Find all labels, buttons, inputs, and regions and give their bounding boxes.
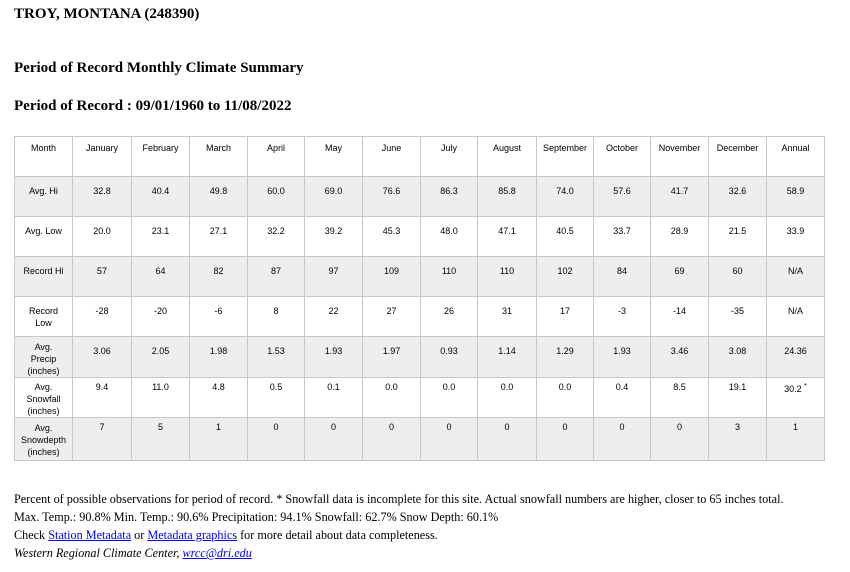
data-cell	[594, 297, 651, 337]
cell-value: N/A	[787, 306, 803, 316]
data-cell	[709, 177, 767, 217]
data-cell	[132, 418, 190, 461]
cell-value: 27	[386, 306, 397, 316]
table-row	[15, 257, 825, 297]
data-cell	[651, 378, 709, 418]
header-cell: April	[248, 137, 305, 177]
data-cell	[594, 177, 651, 217]
cell-value: 39.2	[324, 226, 343, 236]
cell-value: 69	[674, 266, 685, 276]
data-cell	[537, 378, 594, 418]
table-row	[15, 297, 825, 337]
footer-line-2: Max. Temp.: 90.8% Min. Temp.: 90.6% Precipitation: 94.1% Snowfall: 62.7% Snow Depth: 60.1%	[14, 510, 499, 524]
header-cell: March	[190, 137, 248, 177]
cell-value: -14	[672, 306, 686, 316]
cell-value: 0	[330, 422, 336, 432]
data-cell	[132, 297, 190, 337]
data-cell	[363, 257, 421, 297]
cell-value: 110	[499, 266, 515, 276]
data-cell	[73, 378, 132, 418]
footer-notes	[14, 490, 784, 562]
center-name: Western Regional Climate Center,	[14, 546, 183, 560]
header-cell: February	[132, 137, 190, 177]
cell-value: 22	[328, 306, 339, 316]
cell-value: 49.8	[209, 186, 228, 196]
data-cell	[190, 177, 248, 217]
cell-value: 0	[446, 422, 452, 432]
cell-value: 20.0	[93, 226, 111, 236]
cell-value: 1.93	[324, 346, 343, 356]
snowfall-note-marker: *	[804, 383, 807, 390]
header-cell: November	[651, 137, 709, 177]
data-cell	[73, 297, 132, 337]
data-cell	[305, 378, 363, 418]
data-cell	[651, 217, 709, 257]
cell-value: 69.0	[324, 186, 343, 196]
cell-value: 0	[273, 422, 279, 432]
row-label: Avg. Hi	[15, 177, 73, 217]
data-cell	[478, 217, 537, 257]
data-cell	[537, 257, 594, 297]
period-of-record: Period of Record : 09/01/1960 to 11/08/2022	[14, 98, 292, 114]
data-cell	[132, 337, 190, 378]
data-cell	[421, 378, 478, 418]
table-row	[15, 217, 825, 257]
data-cell	[709, 418, 767, 461]
cell-value: 32.6	[728, 186, 747, 196]
data-cell	[478, 418, 537, 461]
cell-value: 3.46	[670, 346, 689, 356]
cell-value: 87	[270, 266, 281, 276]
data-cell	[421, 337, 478, 378]
cell-value: 3.08	[728, 346, 747, 356]
cell-value: 45.3	[382, 226, 401, 236]
data-cell	[421, 418, 478, 461]
data-cell	[73, 337, 132, 378]
data-cell	[767, 378, 825, 418]
data-cell	[305, 297, 363, 337]
cell-value: 0.0	[442, 382, 456, 392]
data-cell	[132, 257, 190, 297]
data-cell	[421, 297, 478, 337]
data-cell	[248, 378, 305, 418]
cell-value: 7	[99, 422, 105, 432]
cell-value: 40.5	[556, 226, 574, 236]
cell-value: N/A	[787, 266, 803, 276]
row-label: Record Low	[15, 297, 73, 337]
data-cell	[767, 177, 825, 217]
data-cell	[248, 177, 305, 217]
footer-line-4	[14, 544, 784, 562]
cell-value: 32.2	[267, 226, 285, 236]
data-cell	[363, 337, 421, 378]
data-cell	[767, 337, 825, 378]
data-cell	[73, 257, 132, 297]
table-row	[15, 337, 825, 378]
cell-value: 8	[273, 306, 279, 316]
data-cell	[421, 177, 478, 217]
data-cell	[248, 217, 305, 257]
data-cell	[305, 217, 363, 257]
data-cell	[305, 257, 363, 297]
cell-value: 60.0	[267, 186, 285, 196]
cell-value: 0	[676, 422, 682, 432]
data-cell	[651, 297, 709, 337]
station-title: TROY, MONTANA (248390)	[14, 6, 200, 22]
header-cell: September	[537, 137, 594, 177]
climate-summary-table	[14, 136, 825, 461]
footer-line-1: Percent of possible observations for period of record. * Snowfall data is incomplete for this site. Actual snowfall numbers are higher, closer to 65 inches total.	[14, 492, 784, 506]
cell-value: 3.06	[93, 346, 111, 356]
table-row	[15, 177, 825, 217]
cell-value: 24.36	[784, 346, 807, 356]
row-label: Avg. Precip (inches)	[15, 337, 73, 378]
data-cell	[651, 257, 709, 297]
cell-value: 60	[732, 266, 743, 276]
cell-value: 0	[504, 422, 510, 432]
cell-value: 109	[383, 266, 400, 276]
cell-value: 40.4	[151, 186, 170, 196]
cell-value: 0.0	[558, 382, 572, 392]
data-cell	[248, 297, 305, 337]
cell-value: 84	[616, 266, 627, 276]
data-cell	[190, 257, 248, 297]
data-cell	[190, 418, 248, 461]
cell-value: 1.93	[613, 346, 631, 356]
cell-value: -6	[214, 306, 223, 316]
cell-value: 1.29	[556, 346, 574, 356]
cell-value: -28	[95, 306, 109, 316]
data-cell	[248, 257, 305, 297]
cell-value: 97	[328, 266, 339, 276]
data-cell	[709, 217, 767, 257]
data-cell	[363, 177, 421, 217]
header-cell: August	[478, 137, 537, 177]
cell-value: 1	[215, 422, 221, 432]
data-cell	[594, 418, 651, 461]
row-label: Avg. Snowfall (inches)	[15, 378, 73, 418]
cell-value: 48.0	[440, 226, 458, 236]
data-cell	[594, 257, 651, 297]
data-cell	[73, 217, 132, 257]
cell-value: 1	[792, 422, 798, 432]
cell-value: 30.2	[784, 384, 802, 394]
cell-value: 74.0	[556, 186, 574, 196]
data-cell	[478, 337, 537, 378]
data-cell	[478, 177, 537, 217]
cell-value: 82	[213, 266, 224, 276]
data-cell	[709, 337, 767, 378]
cell-value: 57.6	[613, 186, 631, 196]
footer-line-3	[14, 526, 784, 544]
header-cell: May	[305, 137, 363, 177]
cell-value: 32.8	[93, 186, 111, 196]
cell-value: 64	[155, 266, 166, 276]
header-cell: January	[73, 137, 132, 177]
cell-value: 58.9	[786, 186, 805, 196]
cell-value: 2.05	[151, 346, 170, 356]
data-cell	[767, 418, 825, 461]
table-header-row	[15, 137, 825, 177]
cell-value: 0.0	[385, 382, 398, 392]
cell-value: 85.8	[498, 186, 516, 196]
data-cell	[767, 217, 825, 257]
header-cell: December	[709, 137, 767, 177]
data-cell	[248, 418, 305, 461]
data-cell	[190, 337, 248, 378]
row-label: Avg. Low	[15, 217, 73, 257]
table-row	[15, 378, 825, 418]
cell-value: 0.4	[615, 382, 629, 392]
data-cell	[132, 177, 190, 217]
data-cell	[363, 297, 421, 337]
data-cell	[594, 378, 651, 418]
cell-value: 33.9	[786, 226, 805, 236]
cell-value: 4.8	[212, 382, 225, 392]
header-cell: October	[594, 137, 651, 177]
cell-value: 23.1	[151, 226, 170, 236]
cell-value: 3	[734, 422, 740, 432]
cell-value: 21.5	[728, 226, 747, 236]
data-cell	[537, 217, 594, 257]
data-cell	[594, 337, 651, 378]
cell-value: 1.53	[267, 346, 285, 356]
metadata-graphics-link[interactable]: Metadata graphics	[147, 528, 238, 542]
cell-value: 76.6	[382, 186, 401, 196]
data-cell	[537, 177, 594, 217]
table-row	[15, 418, 825, 461]
cell-value: 86.3	[440, 186, 458, 196]
header-cell: June	[363, 137, 421, 177]
cell-value: 0	[562, 422, 568, 432]
data-cell	[73, 418, 132, 461]
data-cell	[190, 217, 248, 257]
data-cell	[767, 257, 825, 297]
cell-value: -35	[730, 306, 744, 316]
data-cell	[651, 177, 709, 217]
cell-value: 1.14	[498, 346, 516, 356]
data-cell	[478, 257, 537, 297]
cell-value: 1.97	[382, 346, 401, 356]
email-link[interactable]: wrcc@dri.edu	[182, 546, 252, 560]
check-prefix: Check	[14, 528, 49, 542]
data-cell	[132, 378, 190, 418]
cell-value: -3	[617, 306, 626, 316]
cell-value: 0.0	[500, 382, 514, 392]
cell-value: 26	[443, 306, 454, 316]
data-cell	[363, 378, 421, 418]
cell-value: -20	[153, 306, 167, 316]
cell-value: 17	[559, 306, 570, 316]
data-cell	[305, 337, 363, 378]
data-cell	[709, 257, 767, 297]
cell-value: 8.5	[673, 382, 686, 392]
data-cell	[537, 418, 594, 461]
data-cell	[305, 177, 363, 217]
cell-value: 19.1	[728, 382, 747, 392]
cell-value: 11.0	[152, 382, 169, 392]
header-cell: Annual	[767, 137, 825, 177]
data-cell	[478, 297, 537, 337]
cell-value: 31	[501, 306, 512, 316]
cell-value: 57	[96, 266, 107, 276]
data-cell	[363, 217, 421, 257]
cell-value: 110	[441, 266, 457, 276]
data-cell	[132, 217, 190, 257]
cell-value: 27.1	[209, 226, 228, 236]
data-cell	[537, 297, 594, 337]
cell-value: 41.7	[670, 186, 689, 196]
row-label: Record Hi	[15, 257, 73, 297]
cell-value: 33.7	[613, 226, 631, 236]
data-cell	[421, 257, 478, 297]
data-cell	[421, 217, 478, 257]
data-cell	[651, 418, 709, 461]
cell-value: 1.98	[209, 346, 228, 356]
data-cell	[767, 297, 825, 337]
row-label: Avg. Snowdepth (inches)	[15, 418, 73, 461]
cell-value: 0.1	[327, 382, 340, 392]
data-cell	[305, 418, 363, 461]
data-cell	[190, 297, 248, 337]
data-cell	[594, 217, 651, 257]
cell-value: 9.4	[95, 382, 109, 392]
data-cell	[363, 418, 421, 461]
cell-value: 5	[157, 422, 163, 432]
cell-value: 0.5	[269, 382, 283, 392]
data-cell	[73, 177, 132, 217]
data-cell	[651, 337, 709, 378]
cell-value: 102	[557, 266, 573, 276]
data-cell	[709, 378, 767, 418]
or-text: or	[131, 528, 148, 542]
cell-value: 0.93	[440, 346, 458, 356]
station-metadata-link[interactable]: Station Metadata	[48, 528, 132, 542]
cell-value: 0	[388, 422, 394, 432]
summary-title: Period of Record Monthly Climate Summary	[14, 60, 304, 76]
data-cell	[709, 297, 767, 337]
data-cell	[478, 378, 537, 418]
cell-value: 0	[619, 422, 625, 432]
data-cell	[190, 378, 248, 418]
cell-value: 28.9	[670, 226, 689, 236]
data-cell	[248, 337, 305, 378]
data-cell	[537, 337, 594, 378]
header-cell: Month	[15, 137, 73, 177]
check-suffix: for more detail about data completeness.	[237, 528, 438, 542]
cell-value: 47.1	[498, 226, 516, 236]
header-cell: July	[421, 137, 478, 177]
